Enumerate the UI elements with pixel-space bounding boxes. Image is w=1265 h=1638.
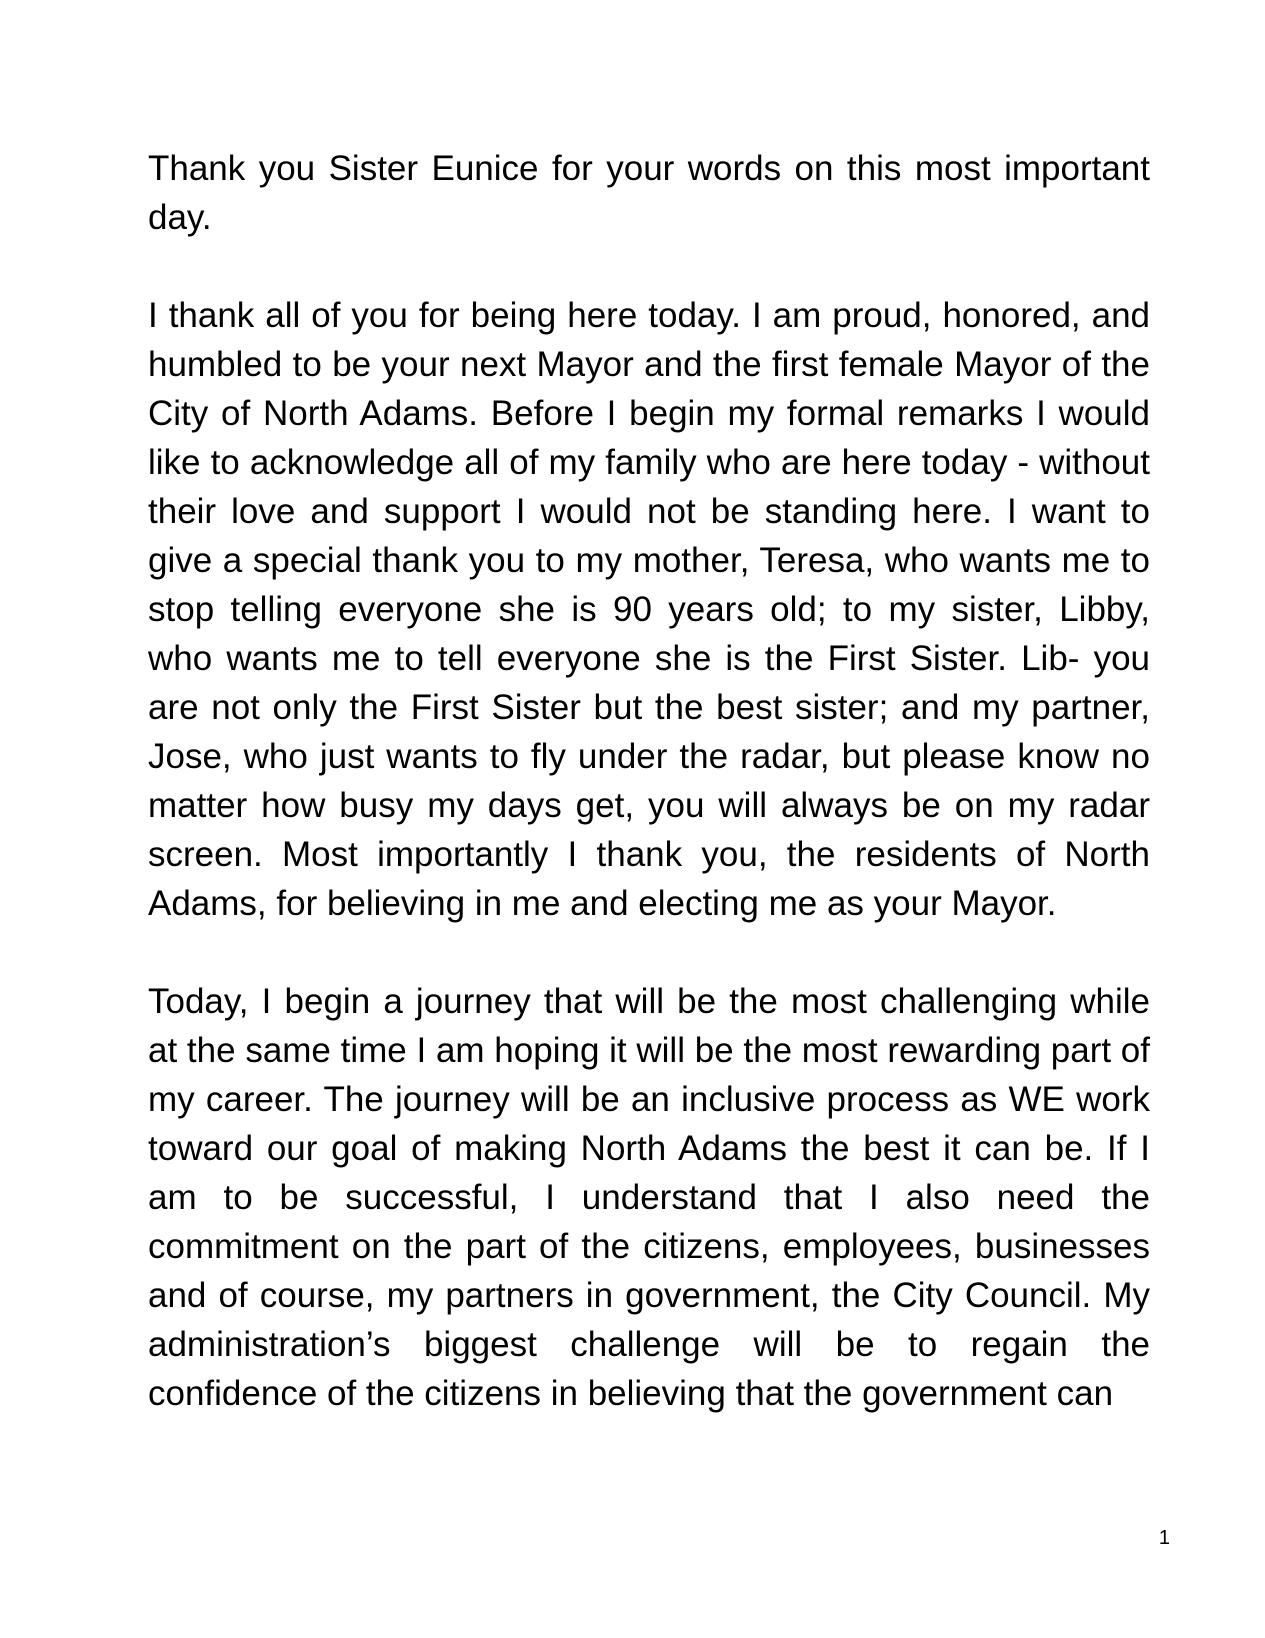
paragraph-acknowledgements: I thank all of you for being here today. I am proud, honored, and humbled to be your next Mayor and the first female Mayor of the City of North Adams. Before I begin my formal remarks I would like to acknowledge all of my family who are here today - without their love and support I would not be standing here. I want to give a special thank you to my mother, Teresa, who wants me to stop telling everyone she is 90 years old; to my sister, Libby, who wants me to tell everyone she is the First Sister. Lib- you are not only the First Sister but the best sister; and my partner, Jose, who just wants to fly under the radar, but please know no matter how busy my days get, you will always be on my radar screen. Most importantly I thank you, the residents of North Adams, for believing in me and electing me as your Mayor. — [148, 296, 1150, 923]
document-body — [148, 144, 1150, 1467]
paragraph-journey: Today, I begin a journey that will be the most challenging while at the same time I am hoping it will be the most rewarding part of my career. The journey will be an inclusive process as WE work toward our goal of making North Adams the best it can be. If I am to be successful, I understand that I also need the commitment on the part of the citizens, employees, businesses and of course, my partners in government, the City Council. My administration’s biggest challenge will be to regain the confidence of the citizens in believing that the government can — [148, 982, 1150, 1413]
page-number: 1 — [1158, 1527, 1170, 1549]
paragraph-opening-thanks: Thank you Sister Eunice for your words on this most important day. — [148, 149, 1150, 237]
